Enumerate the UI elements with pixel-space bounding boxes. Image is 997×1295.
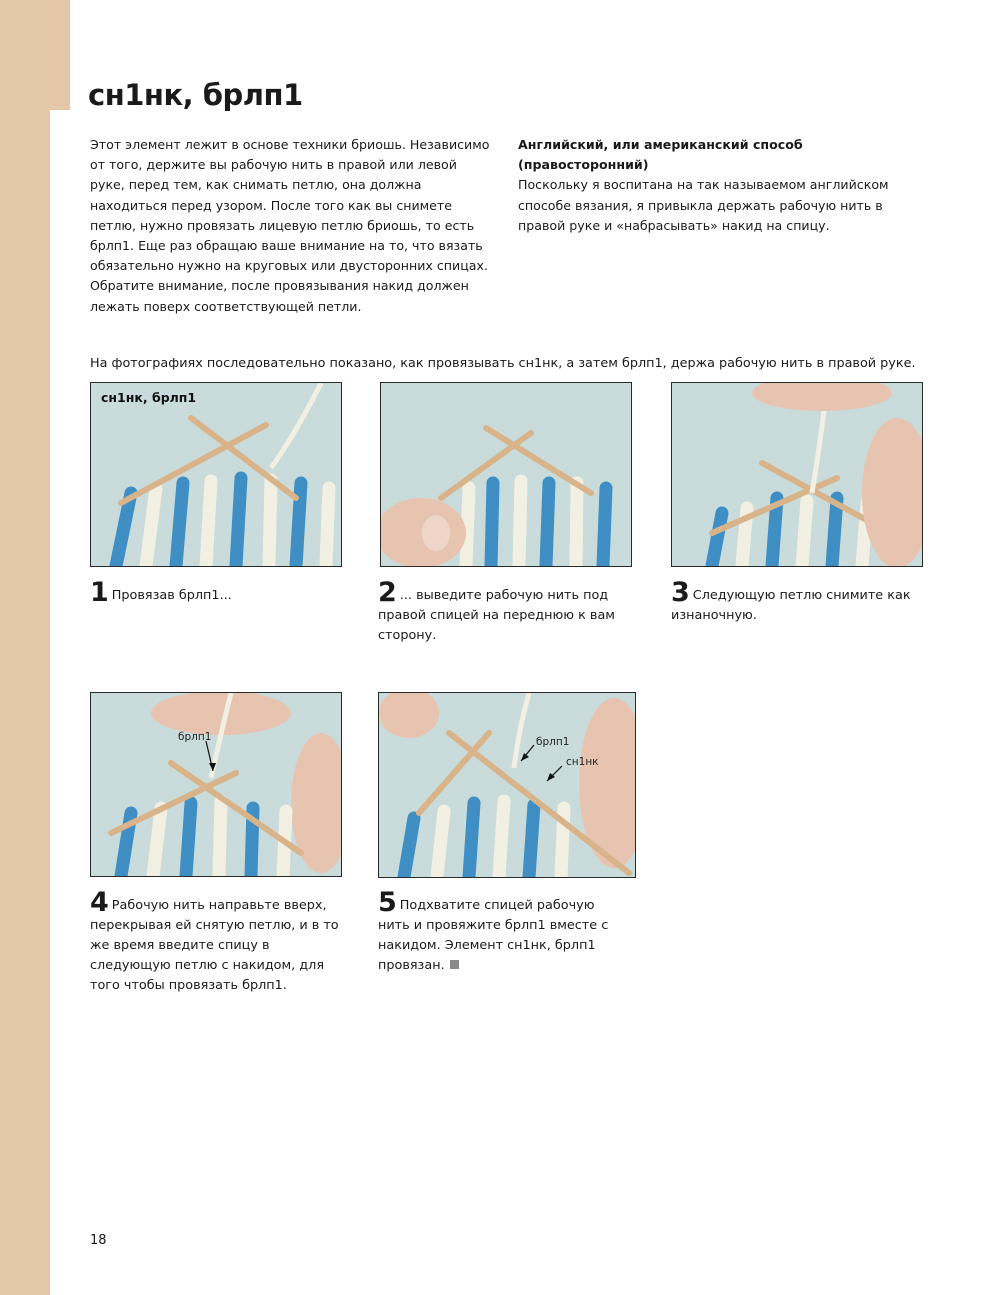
step-number: 4	[90, 887, 109, 918]
step-2-photo	[380, 382, 632, 567]
photos-lead-text: На фотографиях последовательно показано, как провязывать сн1нк, а затем брлп1, держа рабочую нить в правой руке.	[90, 356, 916, 371]
step-number: 3	[671, 577, 690, 608]
step-3-photo	[671, 382, 923, 567]
intro-paragraph: Обратите внимание, после провязывания накид должен лежать поверх соответствующей петли.	[90, 278, 469, 314]
step-number: 2	[378, 577, 397, 608]
step-1-caption	[90, 577, 340, 608]
step-4-caption	[90, 887, 350, 996]
method-section	[518, 135, 918, 236]
step-2-caption	[378, 577, 640, 646]
intro-paragraph: Этот элемент лежит в основе техники бриошь. Независимо от того, держите вы рабочую нить в правой или левой руке, перед тем, как снимать петлю, она должна находиться перед узором. После того как вы снимете петлю, нужно провязать лицевую петлю бриошь, то есть брлп1. Еще раз обращаю ваше внимание на то, что вязать обязательно нужно на круговых или двусторонних спицах.	[90, 137, 490, 274]
annotation-label: брлп1	[536, 736, 570, 748]
end-of-section-mark	[450, 960, 459, 969]
step-text: Рабочую нить направьте вверх, перекрывая ей снятую петлю, и в то же время введите спицу в следующую петлю с накидом, для того чтобы провязать брлп1.	[90, 898, 339, 993]
step-number: 1	[90, 577, 109, 608]
annotation-label: сн1нк	[566, 756, 599, 768]
step-text: ... выведите рабочую нить под правой спицей на переднюю к вам сторону.	[378, 588, 615, 643]
method-text: Поскольку я воспитана на так называемом английском способе вязания, я привыкла держать рабочую нить в правой руке и «набрасывать» накид на спицу.	[518, 177, 889, 233]
step-5-photo	[378, 692, 636, 878]
photo-label: сн1нк, брлп1	[101, 390, 197, 405]
step-4-photo	[90, 692, 342, 877]
decorative-header-band	[0, 0, 70, 110]
annotation-label: брлп1	[178, 731, 212, 743]
step-text: Провязав брлп1...	[111, 588, 232, 603]
step-3-caption	[671, 577, 926, 626]
step-text: Следующую петлю снимите как изнаночную.	[671, 588, 911, 623]
decorative-side-band	[0, 0, 50, 1295]
step-5-caption	[378, 887, 623, 976]
page-title: сн1нк, брлп1	[88, 78, 303, 112]
intro-text	[90, 135, 495, 317]
method-title: Английский, или американский способ (правосторонний)	[518, 137, 803, 173]
page-number: 18	[90, 1233, 107, 1248]
step-1-photo	[90, 382, 342, 567]
step-number: 5	[378, 887, 397, 918]
step-text: Подхватите спицей рабочую нить и провяжите брлп1 вместе с накидом. Элемент сн1нк, брлп1 провязан.	[378, 898, 609, 973]
